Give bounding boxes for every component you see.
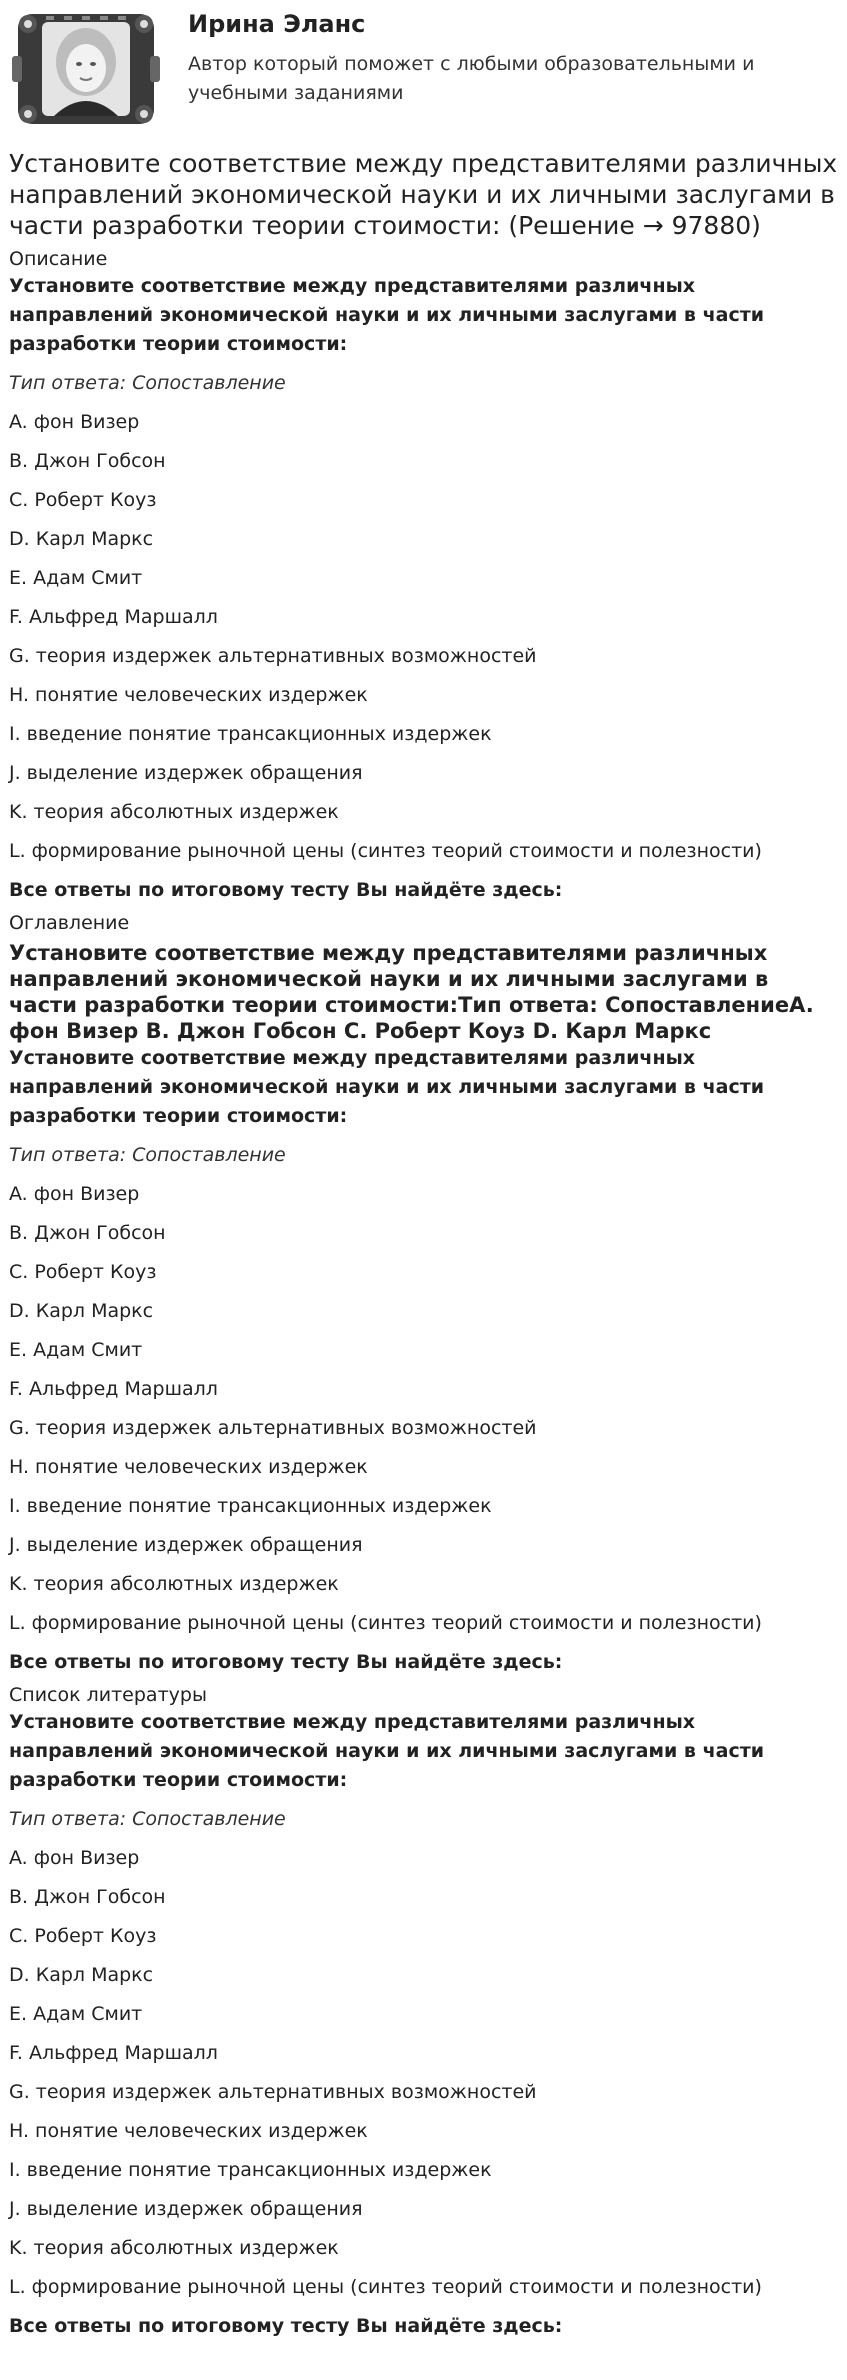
- section-description: [9, 246, 839, 905]
- list-item: B. Джон Гобсон: [9, 450, 166, 472]
- list-item: D. Карл Маркс: [9, 1964, 154, 1986]
- toc-heading: Установите соответствие между представителями различных направлений экономической науки и их личными заслугами в части разработки теории стоимости:Тип ответа: СопоставлениеA. фон Визер B. Джон Гобсон C. Роберт Коуз D. Карл Маркс: [9, 941, 814, 1043]
- author-description: Автор который поможет с любыми образовательными и учебными заданиями: [188, 53, 755, 104]
- list-item: J. выделение издержек обращения: [9, 762, 363, 784]
- answer-type: Тип ответа: Сопоставление: [9, 1144, 286, 1166]
- answers-note: Все ответы по итоговому тесту Вы найдёте здесь:: [9, 1651, 563, 1673]
- list-item: H. понятие человеческих издержек: [9, 684, 368, 706]
- section-bibliography: [9, 1682, 839, 2341]
- question-text: Установите соответствие между представителями различных направлений экономической науки и их личными заслугами в части разработки теории стоимости:: [9, 1047, 765, 1127]
- options-list: [9, 1844, 839, 2312]
- question-text: Установите соответствие между представителями различных направлений экономической науки и их личными заслугами в части разработки теории стоимости:: [9, 275, 765, 355]
- list-item: A. фон Визер: [9, 1847, 140, 1869]
- list-item: E. Адам Смит: [9, 2003, 143, 2025]
- options-list: [9, 1180, 839, 1648]
- section-label: Список литературы: [9, 1684, 207, 1706]
- author-name: Ирина Эланс: [188, 10, 366, 38]
- list-item: J. выделение издержек обращения: [9, 1534, 363, 1556]
- list-item: L. формирование рыночной цены (синтез теорий стоимости и полезности): [9, 840, 762, 862]
- list-item: L. формирование рыночной цены (синтез теорий стоимости и полезности): [9, 1612, 762, 1634]
- author-portrait-icon: [8, 8, 164, 130]
- list-item: F. Альфред Маршалл: [9, 1378, 218, 1400]
- list-item: A. фон Визер: [9, 411, 140, 433]
- section-label: Оглавление: [9, 912, 130, 934]
- list-item: B. Джон Гобсон: [9, 1222, 166, 1244]
- answers-note: Все ответы по итоговому тесту Вы найдёте здесь:: [9, 2315, 563, 2337]
- list-item: G. теория издержек альтернативных возможностей: [9, 1417, 537, 1439]
- answer-type: Тип ответа: Сопоставление: [9, 1808, 286, 1830]
- main-content: [9, 148, 839, 2341]
- list-item: C. Роберт Коуз: [9, 1925, 157, 1947]
- list-item: E. Адам Смит: [9, 1339, 143, 1361]
- list-item: J. выделение издержек обращения: [9, 2198, 363, 2220]
- list-item: K. теория абсолютных издержек: [9, 801, 339, 823]
- list-item: D. Карл Маркс: [9, 528, 154, 550]
- list-item: I. введение понятие трансакционных издержек: [9, 1495, 492, 1517]
- list-item: A. фон Визер: [9, 1183, 140, 1205]
- list-item: C. Роберт Коуз: [9, 1261, 157, 1283]
- list-item: H. понятие человеческих издержек: [9, 2120, 368, 2142]
- section-toc: [9, 910, 839, 1677]
- list-item: I. введение понятие трансакционных издержек: [9, 723, 492, 745]
- page-title: Установите соответствие между представителями различных направлений экономической науки и их личными заслугами в части разработки теории стоимости: (Решение → 97880): [9, 149, 838, 240]
- question-text: Установите соответствие между представителями различных направлений экономической науки и их личными заслугами в части разработки теории стоимости:: [9, 1711, 765, 1791]
- list-item: K. теория абсолютных издержек: [9, 2237, 339, 2259]
- section-label: Описание: [9, 248, 108, 270]
- list-item: E. Адам Смит: [9, 567, 143, 589]
- answers-note: Все ответы по итоговому тесту Вы найдёте здесь:: [9, 879, 563, 901]
- list-item: D. Карл Маркс: [9, 1300, 154, 1322]
- list-item: C. Роберт Коуз: [9, 489, 157, 511]
- list-item: H. понятие человеческих издержек: [9, 1456, 368, 1478]
- list-item: F. Альфред Маршалл: [9, 606, 218, 628]
- list-item: G. теория издержек альтернативных возможностей: [9, 645, 537, 667]
- list-item: L. формирование рыночной цены (синтез теорий стоимости и полезности): [9, 2276, 762, 2298]
- list-item: K. теория абсолютных издержек: [9, 1573, 339, 1595]
- author-card: [0, 0, 847, 140]
- list-item: B. Джон Гобсон: [9, 1886, 166, 1908]
- options-list: [9, 408, 839, 876]
- list-item: I. введение понятие трансакционных издержек: [9, 2159, 492, 2181]
- answer-type: Тип ответа: Сопоставление: [9, 372, 286, 394]
- list-item: G. теория издержек альтернативных возможностей: [9, 2081, 537, 2103]
- list-item: F. Альфред Маршалл: [9, 2042, 218, 2064]
